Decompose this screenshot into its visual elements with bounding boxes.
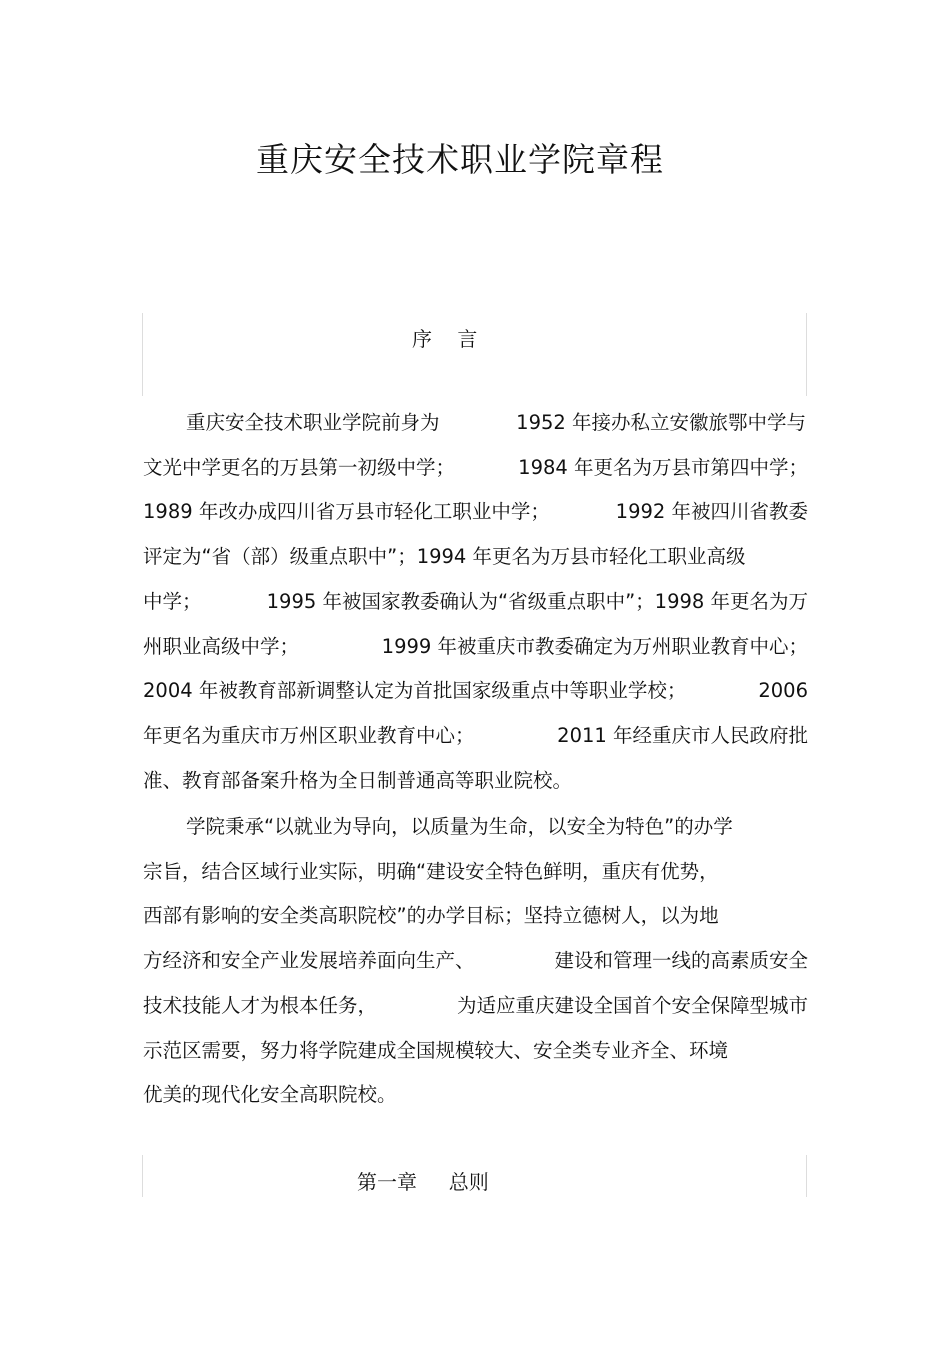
paragraph1-line [186, 410, 806, 436]
text-segment: 2004 年被教育部新调整认定为首批国家级重点中等职业学校； [143, 679, 687, 703]
text-segment: 优美的现代化安全高职院校。 [143, 1083, 397, 1107]
text-segment: 重庆安全技术职业学院前身为 [186, 411, 440, 434]
paragraph2-line [143, 948, 808, 974]
paragraph1-line [143, 589, 808, 615]
chapter-1-heading: 第一章 总则 [357, 1170, 489, 1194]
text-segment: 中学； [143, 589, 202, 613]
text-segment: 示范区需要，努力将学院建成全国规模较大、安全类专业齐全、环境 [143, 1038, 729, 1062]
text-segment: 宗旨，结合区域行业实际，明确“建设安全特色鲜明，重庆有优势， [143, 859, 719, 883]
paragraph1-line [143, 768, 808, 794]
paragraph2-line [143, 993, 808, 1019]
paragraph1-line [143, 455, 808, 481]
text-segment: 1995 年被国家教委确认为“省级重点职中”；1998 年更名为万 [266, 589, 808, 613]
text-segment: 为适应重庆建设全国首个安全保障型城市 [456, 993, 808, 1017]
text-segment: 评定为“省（部）级重点职中”；1994 年更名为万县市轻化工职业高级 [143, 545, 746, 569]
text-segment: 准、教育部备案升格为全日制普通高等职业院校。 [143, 768, 573, 792]
paragraph2-line [143, 903, 808, 929]
text-segment: 1952 年接办私立安徽旅鄂中学与 [516, 411, 806, 434]
paragraph1-line [143, 723, 808, 749]
text-segment: 技术技能人才为根本任务， [143, 993, 378, 1017]
text-segment: 学院秉承“以就业为导向，以质量为生命，以安全为特色”的办学 [186, 815, 733, 838]
text-segment: 文光中学更名的万县第一初级中学； [143, 455, 456, 479]
paragraph1-line [143, 544, 808, 570]
text-segment: 州职业高级中学； [143, 634, 300, 658]
text-segment: 2011 年经重庆市人民政府批 [557, 723, 808, 747]
text-segment: 1992 年被四川省教委 [615, 500, 808, 524]
text-segment: 1989 年改办成四川省万县市轻化工职业中学； [143, 500, 550, 524]
paragraph1-line [143, 678, 808, 704]
text-segment: 建设和管理一线的高素质安全 [554, 949, 808, 973]
paragraph2-line [143, 859, 808, 885]
text-segment: 1984 年更名为万县市第四中学； [518, 455, 808, 479]
paragraph1-line [143, 499, 808, 525]
paragraph2-line [186, 814, 806, 840]
text-segment: 1999 年被重庆市教委确定为万州职业教育中心； [381, 634, 808, 658]
text-segment: 方经济和安全产业发展培养面向生产、 [143, 949, 475, 973]
paragraph1-line [143, 634, 808, 660]
preface-heading: 序 言 [412, 327, 478, 351]
text-segment: 西部有影响的安全类高职院校”的办学目标；坚持立德树人，以为地 [143, 904, 719, 928]
paragraph2-line [143, 1038, 808, 1064]
text-segment: 2006 [758, 679, 808, 703]
paragraph2-line [143, 1082, 808, 1108]
document-title: 重庆安全技术职业学院章程 [256, 140, 664, 179]
text-segment: 年更名为重庆市万州区职业教育中心； [143, 723, 475, 747]
